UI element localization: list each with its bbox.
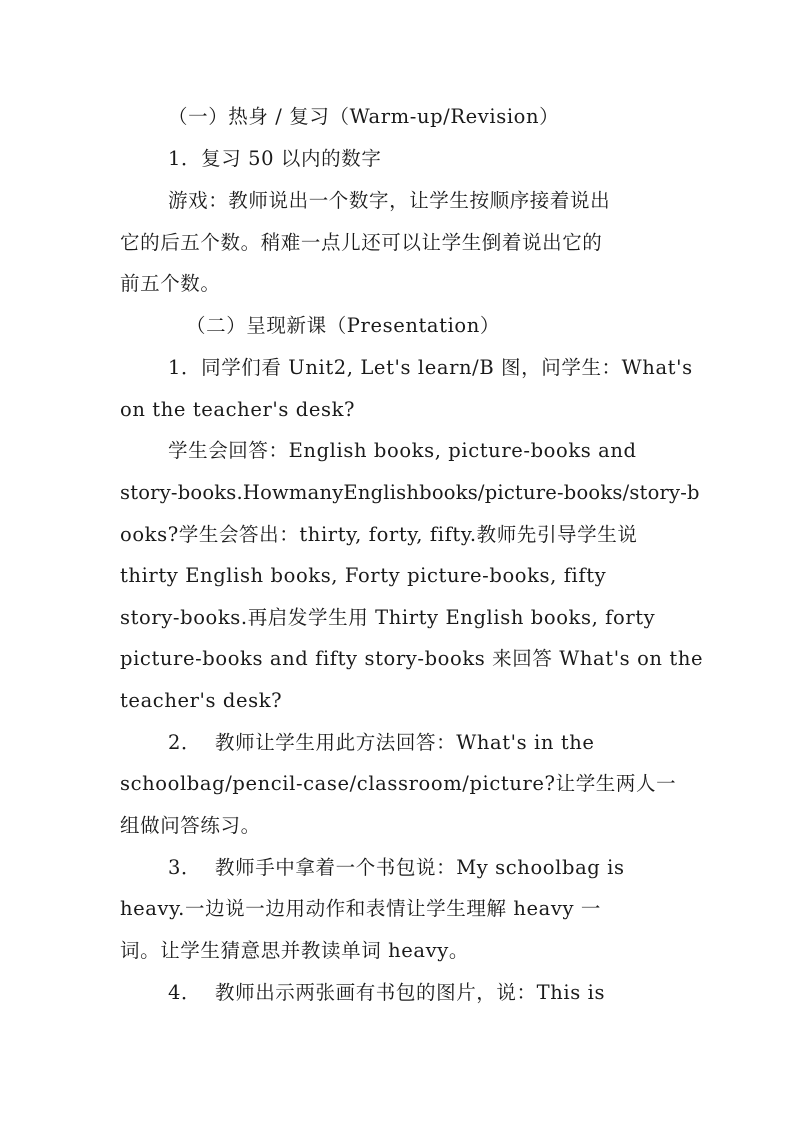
- paragraph-line: 词。让学生猜意思并教读单词 heavy。: [120, 939, 469, 962]
- paragraph-line: 组做问答练习。: [120, 814, 261, 837]
- paragraph-line: 学生会回答：English books, picture-books and: [168, 439, 637, 462]
- paragraph-line: teacher's desk?: [120, 689, 283, 712]
- paragraph-number: 4．: [168, 981, 202, 1004]
- paragraph-line: heavy.一边说一边用动作和表情让学生理解 heavy 一: [120, 897, 602, 920]
- paragraph-number: 3．: [168, 856, 202, 879]
- paragraph-line: story-books.HowmanyEnglishbooks/picture-books/story-b: [120, 481, 700, 504]
- paragraph-text: 教师出示两张画有书包的图片，说：This is: [215, 981, 606, 1004]
- paragraph-line: 游戏：教师说出一个数字，让学生按顺序接着说出: [168, 189, 611, 212]
- section-heading-presentation: （二）呈现新课（Presentation）: [186, 314, 501, 337]
- paragraph-text: 教师手中拿着一个书包说：My schoolbag is: [215, 856, 625, 879]
- paragraph-line: schoolbag/pencil-case/classroom/picture?让学生两人一: [120, 772, 677, 795]
- paragraph-line: on the teacher's desk?: [120, 398, 356, 421]
- item-review-numbers: 1．复习 50 以内的数字: [168, 147, 382, 170]
- numbered-paragraph-3: [168, 856, 625, 880]
- paragraph-text: 教师让学生用此方法回答：What's in the: [215, 731, 595, 754]
- numbered-paragraph-2: [168, 731, 595, 755]
- paragraph-line: 1．同学们看 Unit2, Let's learn/B 图，问学生：What's: [168, 356, 693, 379]
- numbered-paragraph-4: [168, 981, 605, 1005]
- paragraph-line: thirty English books, Forty picture-books, fifty: [120, 564, 607, 587]
- section-heading-warmup: （一）热身 / 复习（Warm-up/Revision）: [168, 105, 560, 128]
- paragraph-line: picture-books and fifty story-books 来回答 What's on the: [120, 647, 704, 670]
- paragraph-line: story-books.再启发学生用 Thirty English books, forty: [120, 606, 656, 629]
- paragraph-number: 2．: [168, 731, 202, 754]
- paragraph-line: 前五个数。: [120, 272, 221, 295]
- paragraph-line: 它的后五个数。稍难一点儿还可以让学生倒着说出它的: [120, 231, 603, 254]
- paragraph-line: ooks?学生会答出：thirty, forty, fifty.教师先引导学生说: [120, 523, 638, 546]
